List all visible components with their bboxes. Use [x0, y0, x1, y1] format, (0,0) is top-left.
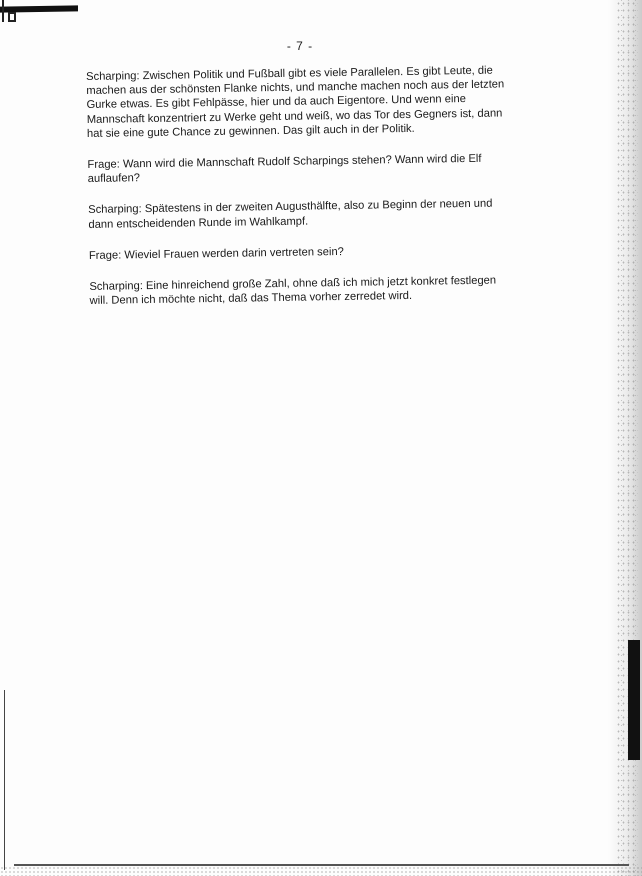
scan-artifact-dark-block	[628, 640, 640, 760]
text-line: Mannschaft konzentriert zu Werke geht und weiß, wo das Tor des Gegners ist, dann	[86, 107, 503, 126]
paragraph-answer-2	[88, 197, 518, 232]
text-line: auflaufen?	[87, 172, 141, 186]
text-line: hat sie eine gute Chance zu gewinnen. Das gilt auch in der Politik.	[86, 122, 415, 140]
scan-artifact-bottom-speckle	[0, 866, 642, 876]
paragraph-answer-1	[86, 63, 517, 141]
text-line: will. Denn ich möchte nicht, daß das Thema vorher zerredet wird.	[89, 290, 413, 308]
text-line: Frage: Wieviel Frauen werden darin vertreten sein?	[88, 245, 344, 262]
paragraph-question-2	[89, 242, 519, 263]
text-line: Frage: Wann wird die Mannschaft Rudolf Scharpings stehen? Wann wird die Elf	[87, 152, 482, 172]
text-line: machen aus der schönsten Flanke nichts, und manche machen noch aus der letzten	[86, 78, 505, 98]
paragraph-question-1	[87, 151, 517, 186]
text-line: Gurke etwas. Es gibt Fehlpässe, hier und da auch Eigentore. Und wenn eine	[86, 93, 466, 112]
text-line: Scharping: Zwischen Politik und Fußball gibt es viele Parallelen. Es gibt Leute, die	[86, 64, 493, 83]
text-line: dann entscheidenden Runde im Wahlkampf.	[88, 215, 309, 231]
scan-artifact-corner-mark	[8, 12, 16, 22]
scan-artifact-left-line	[4, 690, 5, 870]
text-line: Scharping: Eine hinreichend große Zahl, ohne daß ich mich jetzt konkret festlegen	[89, 274, 497, 294]
paragraph-answer-3	[89, 273, 519, 308]
document-body	[86, 63, 520, 325]
page-number: - 7 -	[286, 39, 314, 53]
text-line: Scharping: Spätestens in der zweiten Augusthälfte, also zu Beginn der neuen und	[88, 198, 493, 217]
